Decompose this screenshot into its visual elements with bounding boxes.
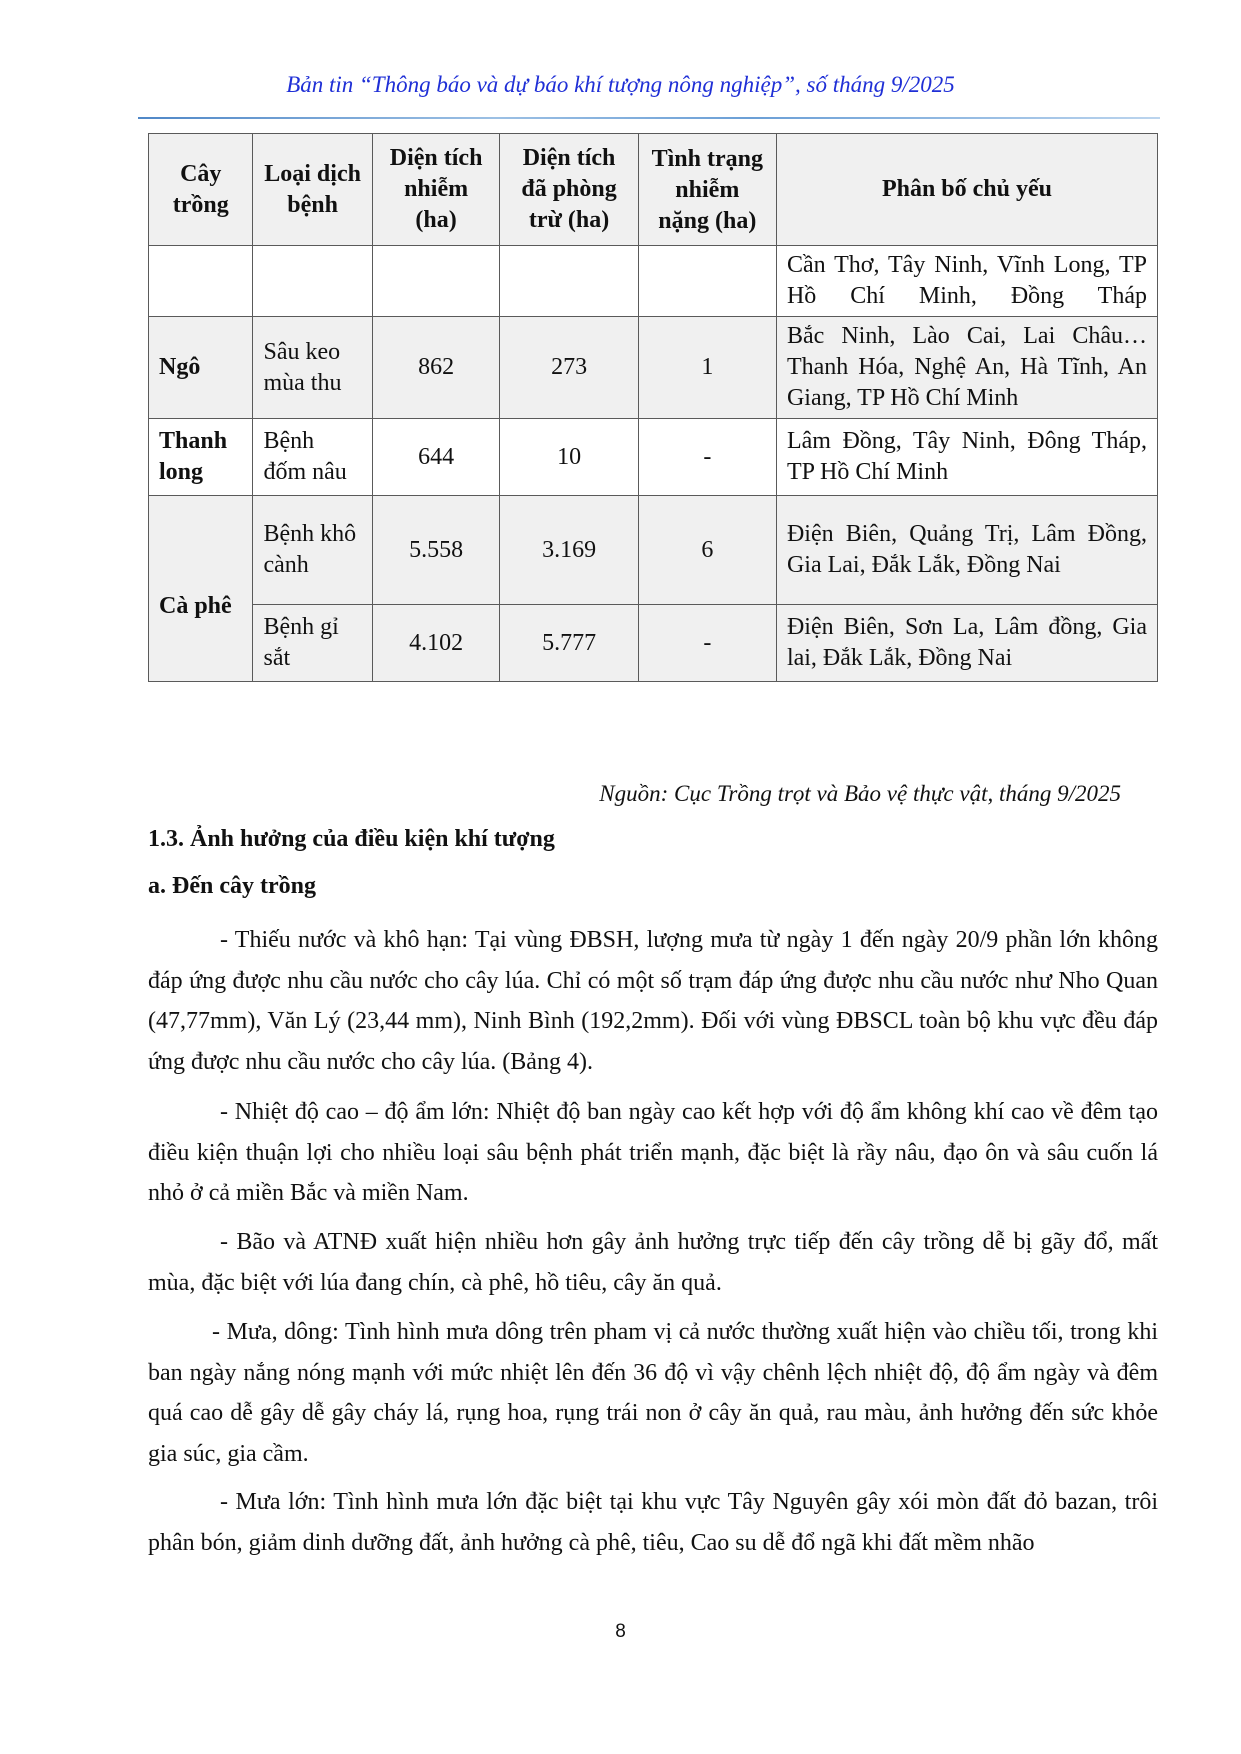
cell-distribution: Bắc Ninh, Lào Cai, Lai Châu…Thanh Hóa, Nghệ An, Hà Tĩnh, An Giang, TP Hồ Chí Minh [776, 317, 1157, 419]
cell-distribution: Cần Thơ, Tây Ninh, Vĩnh Long, TP Hồ Chí Minh, Đồng Tháp [776, 246, 1157, 317]
cell-pest [253, 246, 372, 317]
cell-infected [372, 246, 500, 317]
cell-distribution: Điện Biên, Sơn La, Lâm đồng, Gia lai, Đắk Lắk, Đồng Nai [776, 605, 1157, 682]
section-subheading: a. Đến cây trồng [148, 873, 316, 899]
col-header-treated: Diện tích đã phòng trừ (ha) [500, 134, 638, 246]
cell-infected: 644 [372, 419, 500, 496]
cell-pest: Bệnh gỉ sắt [253, 605, 372, 682]
cell-treated: 10 [500, 419, 638, 496]
paragraph-drought: - Thiếu nước và khô hạn: Tại vùng ĐBSH, lượng mưa từ ngày 1 đến ngày 20/9 phần lớn không đáp ứng được nhu cầu nước cho cây lúa. Chỉ có một số trạm đáp ứng được nhu cầu nước như Nho Quan (47,77mm), Văn Lý (23,44 mm), Ninh Bình (192,2mm). Đối với vùng ĐBSCL toàn bộ khu vực đều đáp ứng được nhu cầu nước cho cây lúa. (Bảng 4). [148, 927, 1158, 1075]
cell-pest: Bệnh khô cành [253, 496, 372, 605]
cell-severe: - [638, 605, 776, 682]
paragraph-heavy-rain: - Mưa lớn: Tình hình mưa lớn đặc biệt tại khu vực Tây Nguyên gây xói mòn đất đỏ bazan, trôi phân bón, giảm dinh dưỡng đất, ảnh hưởng cà phê, tiêu, Cao su dễ đổ ngã khi đất mềm nhão [148, 1489, 1158, 1556]
cell-treated: 5.777 [500, 605, 638, 682]
cell-pest: Sâu keo mùa thu [253, 317, 372, 419]
cell-distribution: Lâm Đồng, Tây Ninh, Đông Tháp, TP Hồ Chí Minh [776, 419, 1157, 496]
cell-severe: 6 [638, 496, 776, 605]
cell-infected: 4.102 [372, 605, 500, 682]
cell-crop [149, 246, 253, 317]
page-number: 8 [615, 1621, 626, 1642]
cell-pest: Bệnh đốm nâu [253, 419, 372, 496]
cell-severe: 1 [638, 317, 776, 419]
cell-infected: 5.558 [372, 496, 500, 605]
table-row [149, 246, 1158, 317]
header-divider [138, 117, 1160, 119]
cell-severe [638, 246, 776, 317]
cell-distribution: Điện Biên, Quảng Trị, Lâm Đồng, Gia Lai, Đắk Lắk, Đồng Nai [776, 496, 1157, 605]
cell-infected: 862 [372, 317, 500, 419]
col-header-crop: Cây trồng [149, 134, 253, 246]
cell-severe: - [638, 419, 776, 496]
table-row [149, 419, 1158, 496]
paragraph-thunderstorm: - Mưa, dông: Tình hình mưa dông trên pham vị cả nước thường xuất hiện vào chiều tối, trong khi ban ngày nắng nóng mạnh với mức nhiệt lên đến 36 độ vì vậy chênh lệch nhiệt độ, độ ẩm ngày và đêm quá cao dễ gây dễ gây cháy lá, rụng hoa, rụng trái non ở cây ăn quả, rau màu, ảnh hưởng đến sức khỏe gia súc, gia cầm. [148, 1319, 1158, 1467]
cell-treated: 3.169 [500, 496, 638, 605]
section-heading: 1.3. Ảnh hưởng của điều kiện khí tượng [148, 826, 555, 852]
cell-crop: Thanh long [149, 419, 253, 496]
table-source-note: Nguồn: Cục Trồng trọt và Bảo vệ thực vật, tháng 9/2025 [599, 781, 1121, 806]
pest-disease-table [148, 133, 1158, 682]
col-header-infected: Diện tích nhiễm (ha) [372, 134, 500, 246]
bulletin-header-title: Bản tin “Thông báo và dự báo khí tượng nông nghiệp”, số tháng 9/2025 [286, 72, 955, 97]
cell-crop: Cà phê [149, 496, 253, 682]
table-header-row [149, 134, 1158, 246]
cell-treated [500, 246, 638, 317]
paragraph-storm: - Bão và ATNĐ xuất hiện nhiều hơn gây ảnh hưởng trực tiếp đến cây trồng dễ bị gãy đổ, mất mùa, đặc biệt với lúa đang chín, cà phê, hồ tiêu, cây ăn quả. [148, 1229, 1158, 1296]
col-header-severe: Tình trạng nhiễm nặng (ha) [638, 134, 776, 246]
table-row [149, 496, 1158, 605]
col-header-distribution: Phân bố chủ yếu [776, 134, 1157, 246]
paragraph-heat-humidity: - Nhiệt độ cao – độ ẩm lớn: Nhiệt độ ban ngày cao kết hợp với độ ẩm không khí cao về đêm tạo điều kiện thuận lợi cho nhiều loại sâu bệnh phát triển mạnh, đặc biệt là rầy nâu, đạo ôn và sâu cuốn lá nhỏ ở cả miền Bắc và miền Nam. [148, 1099, 1158, 1206]
cell-treated: 273 [500, 317, 638, 419]
cell-crop: Ngô [149, 317, 253, 419]
table-row [149, 317, 1158, 419]
table-row [149, 605, 1158, 682]
col-header-pest: Loại dịch bệnh [253, 134, 372, 246]
